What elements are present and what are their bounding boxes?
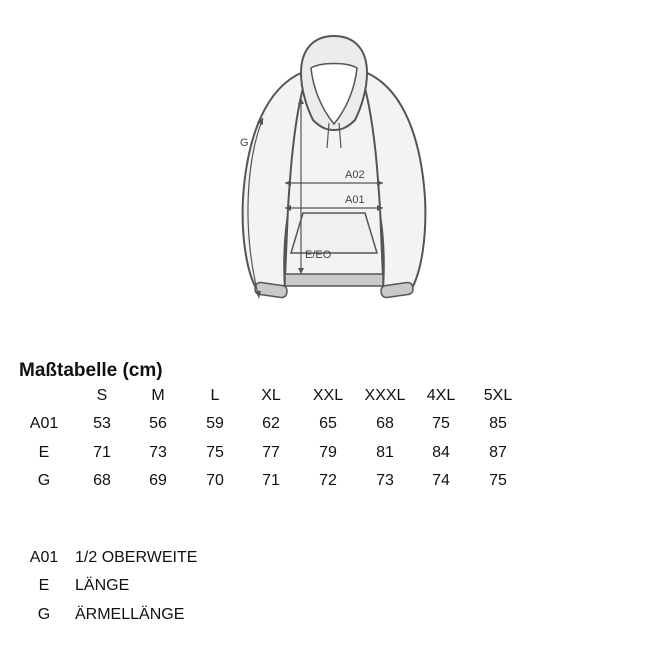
legend-code: G [37,606,51,623]
size-header: XXXL [364,387,406,404]
table-cell: 85 [489,415,507,432]
hoodie-drawing [135,28,525,310]
legend-code: E [38,577,50,594]
table-cell: 53 [93,415,111,432]
legend-text: ÄRMELLÄNGE [75,606,185,623]
table-cell: 75 [432,415,450,432]
table-cell: 75 [206,444,224,461]
size-header: XXL [312,387,344,404]
table-cell: 73 [149,444,167,461]
table-cell: 56 [149,415,167,432]
size-header: 5XL [483,387,513,404]
table-cell: 74 [432,472,450,489]
size-header: 4XL [426,387,456,404]
table-cell: 75 [489,472,507,489]
hoodie-diagram [135,28,525,310]
legend-text: LÄNGE [75,577,130,594]
legend-code: A01 [29,549,59,566]
table-cell: 71 [262,472,280,489]
table-cell: 84 [432,444,450,461]
table-cell: 81 [376,444,394,461]
length-label: E/EO [305,249,332,261]
table-cell: 73 [376,472,394,489]
size-header: M [151,387,165,404]
table-cell: 71 [93,444,111,461]
row-label: A01 [29,415,59,432]
size-header: S [96,387,108,404]
waistband [285,274,383,286]
table-cell: 69 [149,472,167,489]
front-pocket [291,213,377,253]
table-cell: 59 [206,415,224,432]
table-cell: 79 [319,444,337,461]
legend-text: 1/2 OBERWEITE [75,549,198,566]
row-label: E [38,444,50,461]
size-header: L [210,387,220,404]
size-header: XL [261,387,281,404]
table-cell: 65 [319,415,337,432]
table-cell: 68 [93,472,111,489]
table-title: Maßtabelle (cm) [19,360,163,381]
table-cell: 87 [489,444,507,461]
sleeve-label: G [240,137,249,149]
table-cell: 62 [262,415,280,432]
row-label: G [37,472,51,489]
a01-label: A01 [345,194,365,206]
table-cell: 72 [319,472,337,489]
table-cell: 68 [376,415,394,432]
table-cell: 70 [206,472,224,489]
table-cell: 77 [262,444,280,461]
a02-label: A02 [345,169,365,181]
